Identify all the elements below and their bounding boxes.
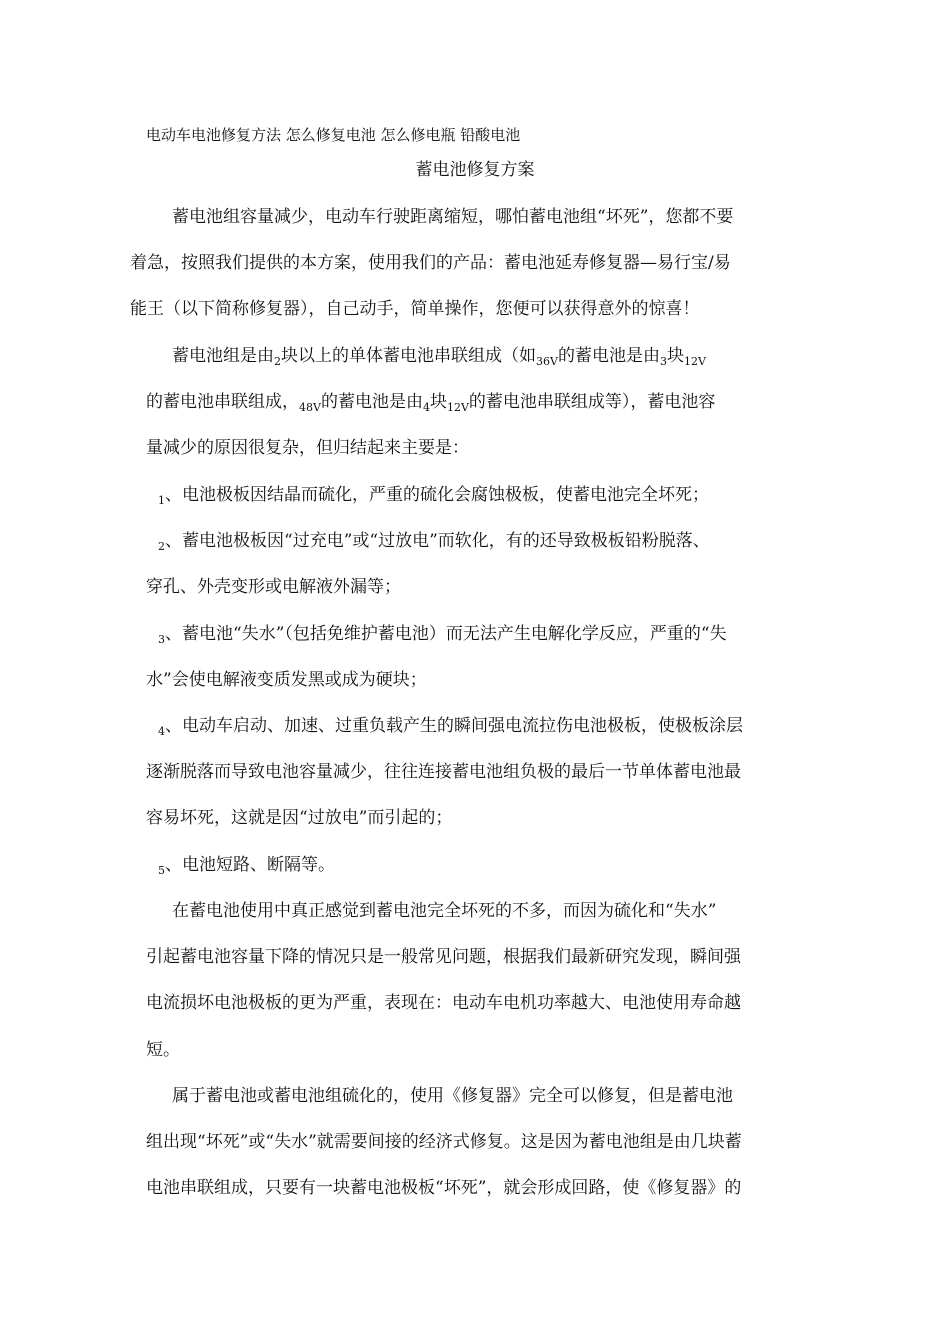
document-title: 蓄电池修复方案 (415, 160, 535, 180)
list-item-number: 5 (158, 864, 165, 877)
p2-line-2 (146, 387, 715, 412)
p3-line-3: 电流损坏电池极板的更为严重，表现在：电动车电机功率越大、电池使用寿命越 (146, 993, 741, 1013)
list-item-text: 、电动车启动、加速、过重负载产生的瞬间强电流拉伤电池极板，使极板涂层 (165, 716, 743, 736)
p2-number: 12V (683, 355, 706, 368)
p2-number: 48V (299, 401, 321, 414)
list-item-3-line-2: 水”会使电解液变质发黑或成为硬块； (146, 670, 427, 690)
list-item-4-line-3: 容易坏死，这就是因“过放电”而引起的； (146, 808, 453, 828)
list-item-text: 、电池极板因结晶而硫化，严重的硫化会腐蚀极板，使蓄电池完全坏死； (165, 485, 709, 505)
list-item-2-line-2: 穿孔、外壳变形或电解液外漏等； (146, 577, 401, 597)
p2-number: 36V (536, 355, 558, 368)
p2-line-1 (172, 341, 706, 366)
p2-number: 12V (446, 401, 469, 414)
intro-line-3: 能王（以下简称修复器），自己动手，简单操作，您便可以获得意外的惊喜！ (130, 299, 700, 319)
list-item-2 (158, 526, 710, 551)
list-item-number: 1 (158, 494, 165, 507)
p4-line-1: 属于蓄电池或蓄电池组硫化的，使用《修复器》完全可以修复，但是蓄电池 (172, 1086, 733, 1106)
p2-text: 块 (429, 392, 447, 412)
list-item-1 (158, 480, 709, 505)
p3-line-1: 在蓄电池使用中真正感觉到蓄电池完全坏死的不多，而因为硫化和“失水” (172, 901, 717, 921)
list-item-5 (158, 850, 335, 875)
list-item-text: 、电池短路、断隔等。 (165, 855, 335, 875)
p3-line-4: 短。 (146, 1040, 180, 1060)
p2-text: 块以上的单体蓄电池串联组成（如 (281, 346, 536, 366)
list-item-number: 2 (158, 540, 165, 553)
p4-line-3: 电池串联组成，只要有一块蓄电池极板“坏死”，就会形成回路，使《修复器》的 (146, 1178, 742, 1198)
list-item-3 (158, 619, 727, 644)
list-item-text: 、蓄电池“失水”（包括免维护蓄电池）而无法产生电解化学反应，严重的“失 (165, 624, 727, 644)
p2-text: 的蓄电池是由 (320, 392, 423, 412)
list-item-text: 、蓄电池极板因“过充电”或“过放电”而软化，有的还导致极板铅粉脱落、 (165, 531, 710, 551)
p3-line-2: 引起蓄电池容量下降的情况只是一般常见问题，根据我们最新研究发现，瞬间强 (146, 947, 741, 967)
list-item-4 (158, 711, 743, 736)
list-item-number: 3 (158, 633, 165, 646)
intro-line-1: 蓄电池组容量减少，电动车行驶距离缩短，哪怕蓄电池组“坏死”，您都不要 (172, 207, 734, 227)
p2-text: 的蓄电池是由 (557, 346, 660, 366)
intro-line-2: 着急，按照我们提供的本方案，使用我们的产品：蓄电池延寿修复器—易行宝/易 (130, 253, 731, 273)
p4-line-2: 组出现“坏死”或“失水”就需要间接的经济式修复。这是因为蓄电池组是由几块蓄 (146, 1132, 742, 1152)
p2-text: 蓄电池组是由 (172, 346, 274, 366)
p2-text: 的蓄电池串联组成等），蓄电池容 (468, 392, 716, 412)
keywords-line: 电动车电池修复方法 怎么修复电池 怎么修电瓶 铅酸电池 (146, 126, 521, 144)
p2-text: 块 (666, 346, 684, 366)
list-item-number: 4 (158, 725, 165, 738)
p2-number: 4 (422, 401, 430, 414)
p2-text: 的蓄电池串联组成， (146, 392, 299, 412)
p2-number: 2 (274, 355, 281, 368)
p2-number: 3 (659, 355, 667, 368)
p2-line-3: 量减少的原因很复杂，但归结起来主要是： (146, 438, 469, 458)
list-item-4-line-2: 逐渐脱落而导致电池容量减少，往往连接蓄电池组负极的最后一节单体蓄电池最 (146, 762, 741, 782)
